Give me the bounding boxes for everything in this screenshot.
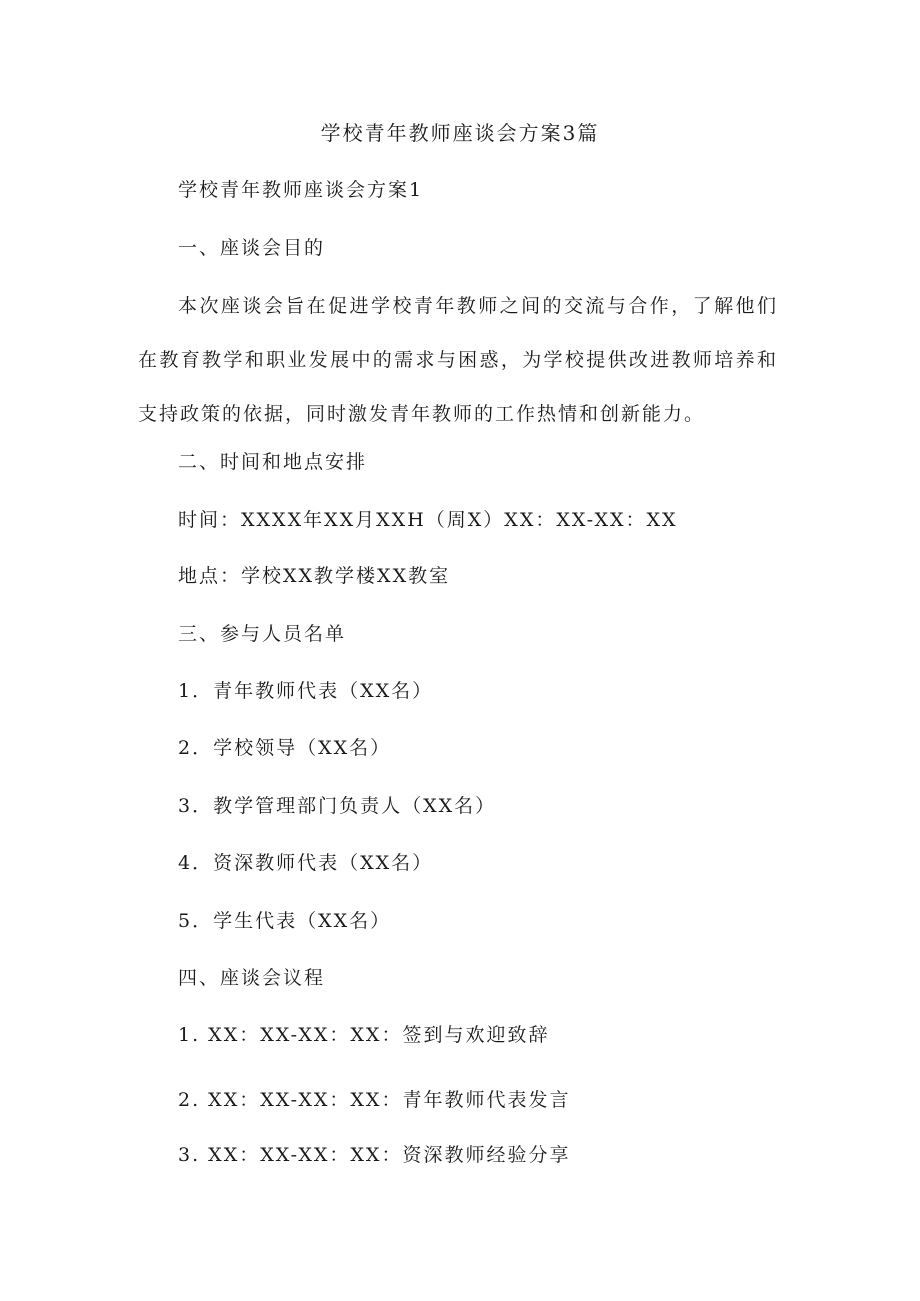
agenda-item: 3. XX：XX-XX：XX：资深教师经验分享 — [178, 1144, 571, 1166]
section-heading-participants: 三、参与人员名单 — [178, 623, 347, 645]
participant-item: 5．学生代表（XX名） — [178, 910, 392, 932]
agenda-item: 2. XX：XX-XX：XX：青年教师代表发言 — [178, 1089, 571, 1111]
document-title: 学校青年教师座谈会方案3篇 — [320, 121, 600, 145]
time-line: 时间：XXXX年XX月XXH（周X）XX：XX-XX：XX — [178, 509, 678, 531]
participant-item: 3．教学管理部门负责人（XX名） — [178, 795, 497, 817]
participant-item: 4．资深教师代表（XX名） — [178, 852, 434, 874]
section-heading-agenda: 四、座谈会议程 — [178, 967, 326, 989]
section-heading-time-place: 二、时间和地点安排 — [178, 451, 368, 473]
document-subtitle: 学校青年教师座谈会方案1 — [178, 179, 424, 201]
section-heading-purpose: 一、座谈会目的 — [178, 237, 326, 259]
participant-item: 2．学校领导（XX名） — [178, 737, 392, 759]
participant-item: 1．青年教师代表（XX名） — [178, 680, 434, 702]
place-line: 地点：学校XX教学楼XX教室 — [178, 565, 451, 587]
agenda-item: 1. XX：XX-XX：XX：签到与欢迎致辞 — [178, 1024, 550, 1046]
purpose-paragraph: 本次座谈会旨在促进学校青年教师之间的交流与合作，了解他们在教育教学和职业发展中的需求与困惑，为学校提供改进教师培养和支持政策的依据，同时激发青年教师的工作热情和创新能力。 — [138, 295, 778, 425]
